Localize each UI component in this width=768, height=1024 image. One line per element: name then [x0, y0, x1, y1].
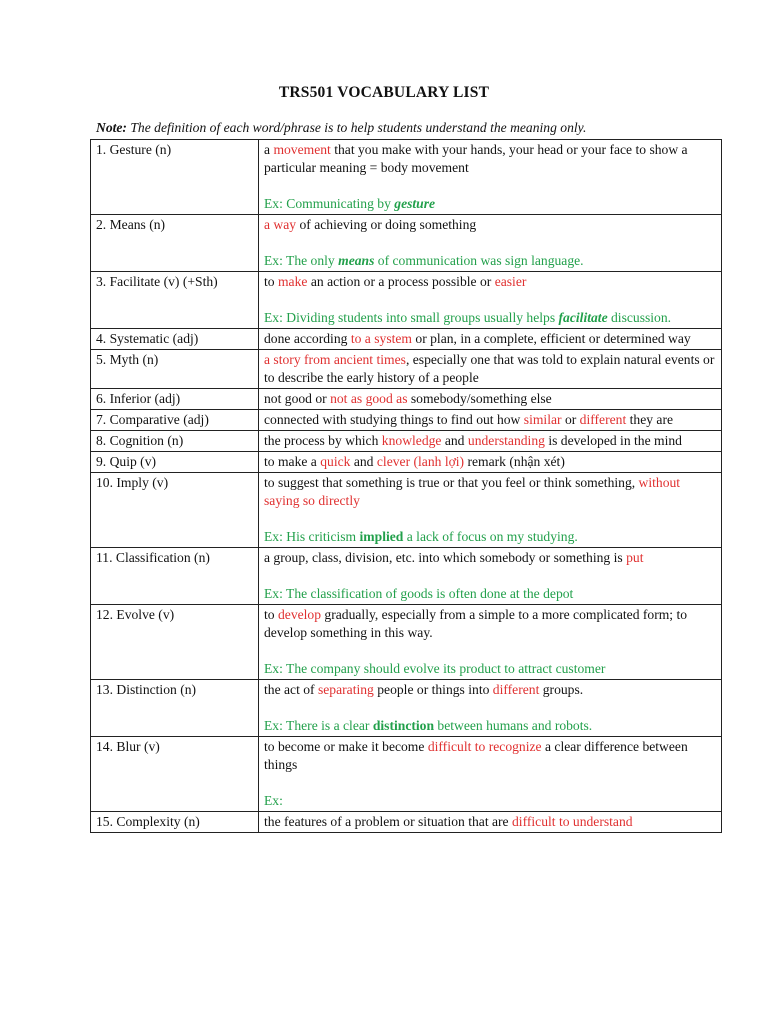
definition-text	[264, 606, 717, 642]
definition-text	[264, 549, 717, 567]
definition-keyword: similar	[523, 412, 562, 427]
definition-keyword: knowledge	[381, 433, 442, 448]
term-cell: 9. Quip (v)	[91, 452, 259, 473]
definition-cell	[259, 389, 722, 410]
text-fragment: Ex: His criticism	[264, 529, 360, 544]
definition-cell	[259, 452, 722, 473]
text-fragment: done according	[264, 331, 351, 346]
text-fragment: they are	[626, 412, 674, 427]
definition-text	[264, 432, 717, 450]
definition-cell	[259, 350, 722, 389]
definition-text	[264, 351, 717, 387]
definition-cell	[259, 140, 722, 215]
definition-cell	[259, 329, 722, 350]
definition-cell	[259, 737, 722, 812]
term-cell: 8. Cognition (n)	[91, 431, 259, 452]
example-keyword: facilitate	[558, 310, 608, 325]
term-cell: 6. Inferior (adj)	[91, 389, 259, 410]
page-title: TRS501 VOCABULARY LIST	[278, 84, 490, 101]
table-row	[91, 389, 722, 410]
term-cell: 15. Complexity (n)	[91, 812, 259, 833]
text-fragment: the act of	[264, 682, 318, 697]
term-cell: 13. Distinction (n)	[91, 680, 259, 737]
definition-text	[264, 474, 717, 510]
term-cell: 4. Systematic (adj)	[91, 329, 259, 350]
text-fragment: not good or	[264, 391, 331, 406]
table-row	[91, 140, 722, 215]
text-fragment: a	[264, 142, 274, 157]
text-fragment: Ex: The classification of goods is often done at the depot	[264, 586, 574, 601]
definition-cell	[259, 410, 722, 431]
text-fragment: is developed in the mind	[544, 433, 682, 448]
text-fragment: remark (nhận xét)	[464, 454, 565, 469]
table-row	[91, 215, 722, 272]
table-row	[91, 812, 722, 833]
term-cell: 10. Imply (v)	[91, 473, 259, 548]
text-fragment: to become or make it become	[264, 739, 428, 754]
table-row	[91, 431, 722, 452]
term-cell: 1. Gesture (n)	[91, 140, 259, 215]
definition-keyword: easier	[494, 274, 527, 289]
definition-keyword: to a system	[350, 331, 412, 346]
text-fragment: , especially one that was told to explain natural events or to describe the early history of a people	[264, 352, 715, 385]
term-cell: 14. Blur (v)	[91, 737, 259, 812]
definition-keyword: separating	[317, 682, 374, 697]
definition-keyword: develop	[277, 607, 322, 622]
table-row	[91, 329, 722, 350]
text-fragment: a clear difference between things	[264, 739, 688, 772]
example-sentence	[264, 528, 717, 546]
definition-cell	[259, 812, 722, 833]
example-keyword: gesture	[394, 196, 436, 211]
definition-keyword: not as good as	[330, 391, 408, 406]
text-fragment: a lack of focus on my studying.	[403, 529, 578, 544]
note-label: Note:	[96, 120, 127, 135]
definition-keyword: difficult to recognize	[427, 739, 542, 754]
text-fragment: to	[264, 607, 278, 622]
definition-text	[264, 681, 717, 699]
definition-cell	[259, 605, 722, 680]
text-fragment: Ex: The company should evolve its product to attract customer	[264, 661, 606, 676]
text-fragment: the process by which	[264, 433, 382, 448]
text-fragment: groups.	[539, 682, 584, 697]
definition-text	[264, 141, 717, 177]
example-sentence	[264, 195, 717, 213]
definition-keyword: quick	[320, 454, 351, 469]
text-fragment: to	[264, 274, 278, 289]
definition-keyword: understanding	[467, 433, 545, 448]
definition-cell	[259, 473, 722, 548]
example-sentence	[264, 252, 717, 270]
term-cell: 2. Means (n)	[91, 215, 259, 272]
text-fragment: Ex: There is a clear	[264, 718, 373, 733]
text-fragment: connected with studying things to find out how	[264, 412, 524, 427]
note-line	[96, 120, 716, 136]
term-cell: 5. Myth (n)	[91, 350, 259, 389]
definition-text	[264, 330, 717, 348]
table-row	[91, 272, 722, 329]
text-fragment: Ex:	[264, 793, 283, 808]
definition-text	[264, 813, 717, 831]
text-fragment: to make a	[264, 454, 321, 469]
example-sentence	[264, 660, 717, 678]
definition-text	[264, 453, 717, 471]
definition-keyword: different	[492, 682, 540, 697]
definition-text	[264, 738, 717, 774]
table-row	[91, 737, 722, 812]
term-cell: 11. Classification (n)	[91, 548, 259, 605]
definition-keyword: different	[579, 412, 627, 427]
definition-keyword: clever (lanh lợi)	[376, 454, 465, 469]
text-fragment: and	[350, 454, 377, 469]
text-fragment: people or things into	[373, 682, 493, 697]
definition-text	[264, 390, 717, 408]
text-fragment: of communication was sign language.	[374, 253, 584, 268]
text-fragment: somebody/something else	[407, 391, 552, 406]
definition-keyword: a story from ancient times	[264, 352, 406, 367]
definition-keyword: difficult to understand	[512, 814, 633, 829]
table-row	[91, 473, 722, 548]
text-fragment: a group, class, division, etc. into which somebody or something is	[264, 550, 627, 565]
definition-keyword: a way	[264, 217, 297, 232]
example-sentence	[264, 585, 717, 603]
definition-text	[264, 216, 717, 234]
definition-text	[264, 411, 717, 429]
definition-keyword: movement	[273, 142, 331, 157]
text-fragment: Ex: Dividing students into small groups usually helps	[264, 310, 559, 325]
text-fragment: or plan, in a complete, efficient or determined way	[412, 331, 691, 346]
table-row	[91, 605, 722, 680]
text-fragment: an action or a process possible or	[307, 274, 495, 289]
text-fragment: of achieving or doing something	[296, 217, 477, 232]
text-fragment: gradually, especially from a simple to a more complicated form; to develop something in this way.	[264, 607, 688, 640]
text-fragment: between humans and robots.	[434, 718, 593, 733]
term-cell: 3. Facilitate (v) (+Sth)	[91, 272, 259, 329]
example-sentence	[264, 792, 717, 810]
example-keyword: distinction	[372, 718, 435, 733]
example-sentence	[264, 309, 717, 327]
definition-cell	[259, 272, 722, 329]
example-keyword: implied	[359, 529, 404, 544]
vocabulary-table	[90, 139, 722, 833]
text-fragment: and	[441, 433, 468, 448]
text-fragment: or	[561, 412, 580, 427]
table-row	[91, 350, 722, 389]
text-fragment: that you make with your hands, your head or your face to show a particular meaning = body movement	[264, 142, 688, 175]
term-cell: 7. Comparative (adj)	[91, 410, 259, 431]
text-fragment: discussion.	[607, 310, 672, 325]
table-row	[91, 680, 722, 737]
text-fragment: Ex: Communicating by	[264, 196, 395, 211]
note-text: The definition of each word/phrase is to help students understand the meaning only.	[126, 120, 587, 135]
table-row	[91, 548, 722, 605]
definition-keyword: put	[626, 550, 644, 565]
definition-keyword: without saying so directly	[264, 475, 681, 508]
definition-keyword: make	[277, 274, 308, 289]
text-fragment: the features of a problem or situation that are	[264, 814, 512, 829]
table-row	[91, 410, 722, 431]
definition-text	[264, 273, 717, 291]
example-sentence	[264, 717, 717, 735]
text-fragment: to suggest that something is true or that you feel or think something,	[264, 475, 639, 490]
definition-cell	[259, 680, 722, 737]
text-fragment: Ex: The only	[264, 253, 339, 268]
term-cell: 12. Evolve (v)	[91, 605, 259, 680]
definition-cell	[259, 215, 722, 272]
definition-cell	[259, 548, 722, 605]
table-row	[91, 452, 722, 473]
definition-cell	[259, 431, 722, 452]
example-keyword: means	[338, 253, 375, 268]
